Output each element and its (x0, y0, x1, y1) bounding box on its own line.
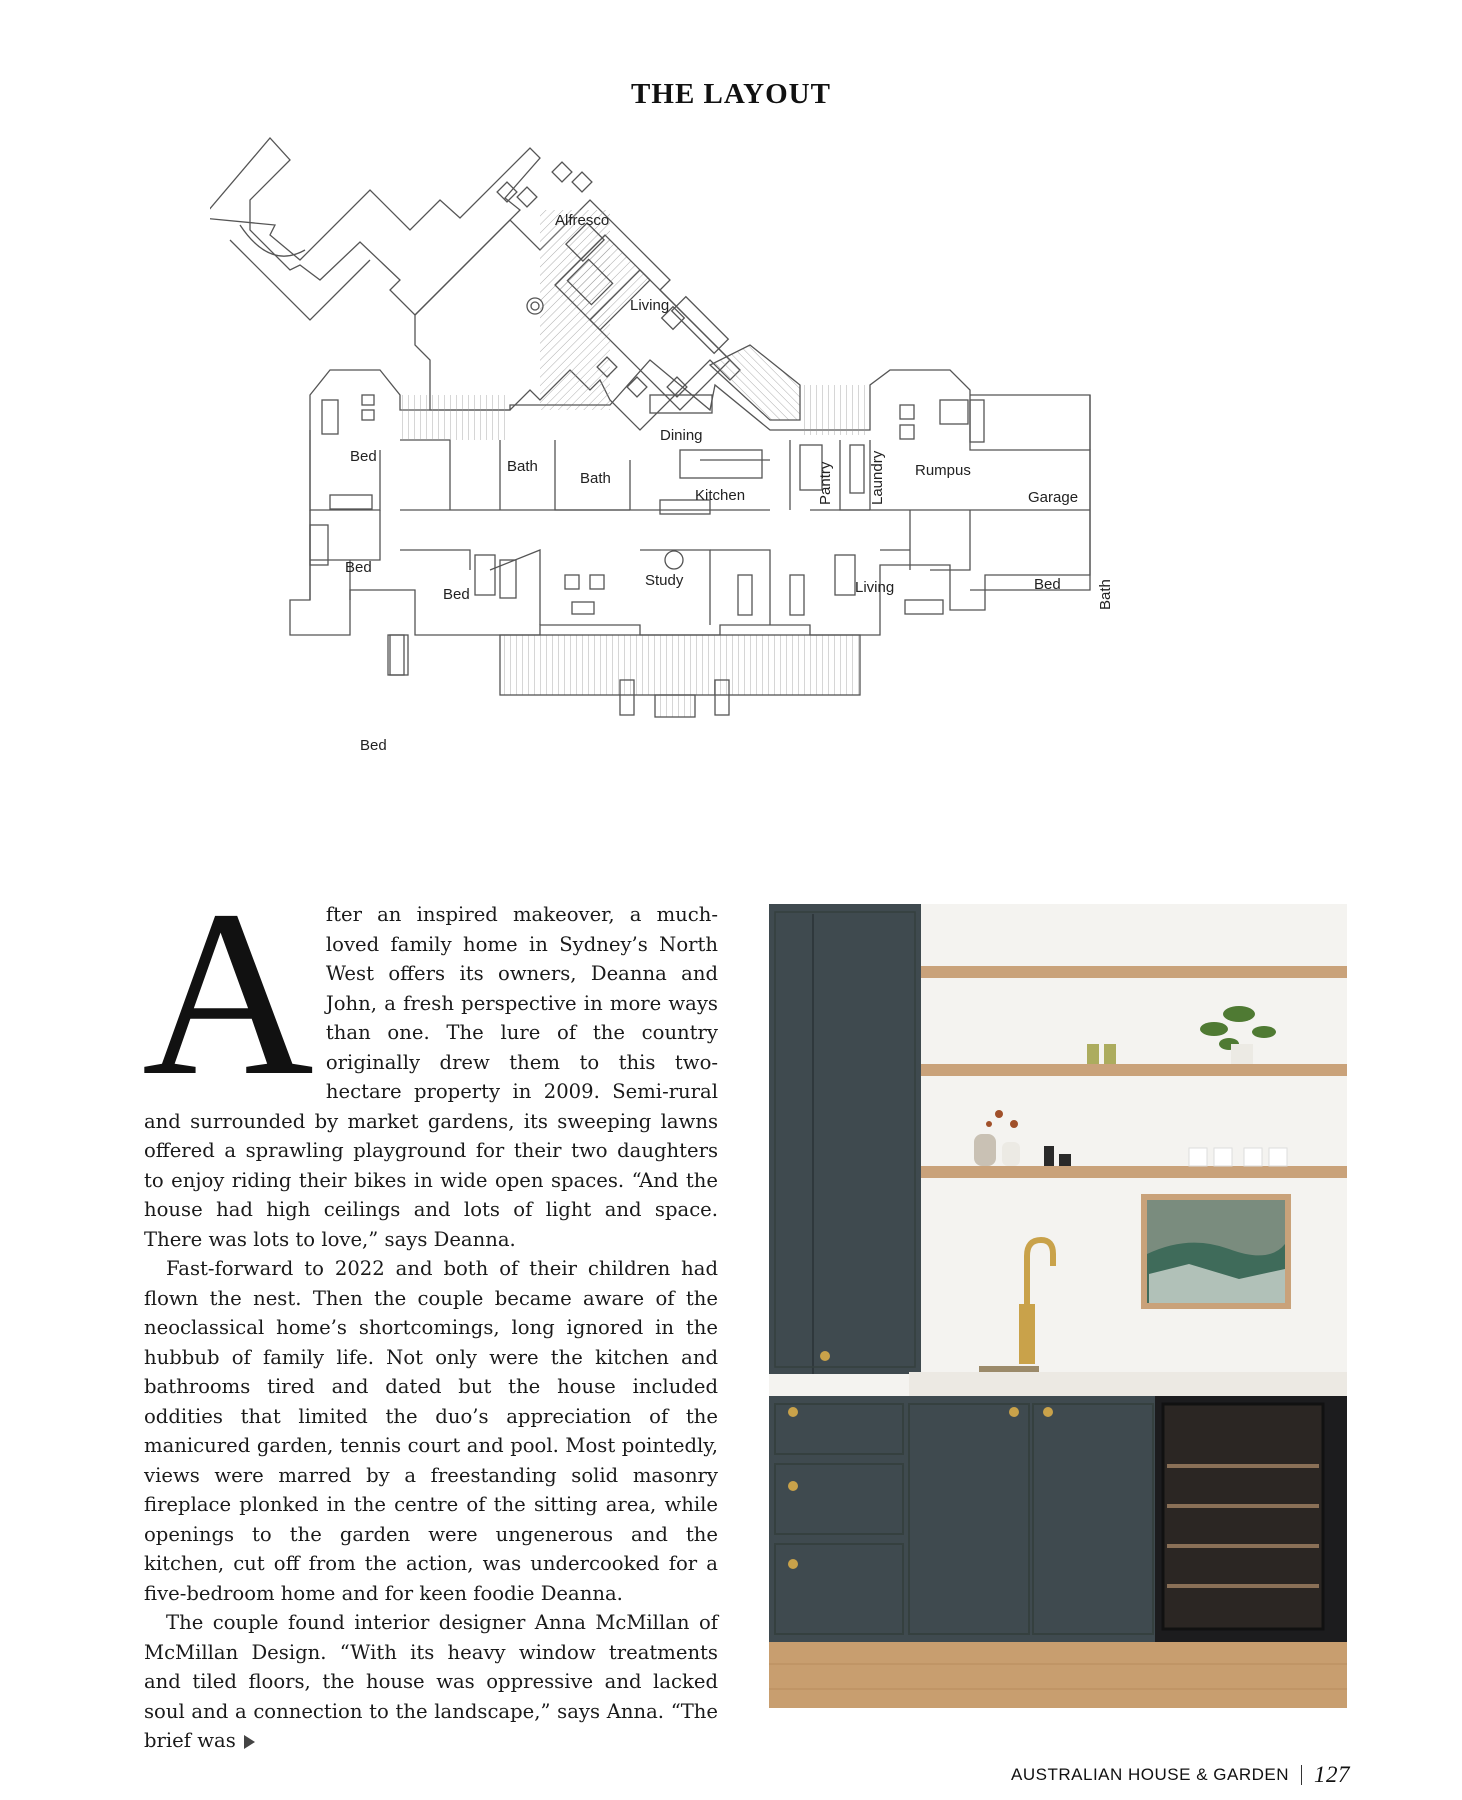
room-label-living-top: Living (630, 297, 670, 314)
room-label-laundry: Laundry (869, 450, 886, 505)
room-label-bed-3: Bed (443, 586, 470, 603)
room-label-bed-1: Bed (350, 448, 377, 465)
paragraph-1-text: fter an inspired makeover, a much-loved family home in Sydney’s North West offers its owners, Deanna and John, a fresh perspective in more ways than one. The lure of the country originally drew them to this two-hectare property in 2009. Semi-rural and surrounded by market gardens, its sweeping lawns offered a sprawling playground for their two daughters to enjoy riding their bikes in wide open spaces. “And the house had high ceilings and lots of light and space. There was lots to love,” says Deanna. (144, 903, 718, 1251)
article-body (142, 862, 718, 1752)
room-label-bath-2: Bath (580, 470, 611, 487)
room-label-bed-2: Bed (345, 559, 372, 576)
room-label-bath-3: Bath (1097, 579, 1114, 610)
section-heading: THE LAYOUT (631, 78, 831, 110)
room-label-bed-5: Bed (360, 737, 387, 754)
article-paragraph-2: Fast-forward to 2022 and both of their children had flown the nest. Then the couple became aware of the neoclassical home’s shortcomings, long ignored in the hubbub of family life. Not only were the kitchen and bathrooms tired and dated but the house included oddities that limited the duo’s appreciation of the manicured garden, tennis court and pool. Most pointedly, views were marred by a freestanding solid masonry fireplace plonked in the centre of the sitting area, while openings to the garden were ungenerous and the kitchen, cut off from the action, was undercooked for a five-bedroom home and for keen foodie Deanna. (144, 1257, 718, 1605)
room-label-bath-1: Bath (507, 458, 538, 475)
room-label-pantry: Pantry (817, 461, 834, 505)
room-label-living-bottom: Living (855, 579, 895, 596)
room-label-alfresco: Alfresco (555, 212, 610, 229)
room-label-rumpus: Rumpus (915, 462, 971, 479)
room-label-dining: Dining (660, 427, 703, 444)
footer-divider (1301, 1765, 1302, 1785)
paragraph-3-text: The couple found interior designer Anna McMillan of McMillan Design. “With its heavy window treatments and tiled floors, the house was oppressive and lacked soul and a connection to the landscape,” says Anna. “The brief was (144, 1611, 718, 1752)
article-paragraph-1 (142, 862, 718, 1254)
floor-plan (210, 130, 1270, 860)
article-paragraph-3 (144, 1608, 718, 1756)
pool-outline (210, 138, 540, 315)
room-label-garage: Garage (1028, 489, 1079, 506)
room-label-bed-4: Bed (1034, 576, 1061, 593)
page-footer (1011, 1762, 1350, 1788)
drop-cap: A (142, 862, 314, 1125)
publication-name: AUSTRALIAN HOUSE & GARDEN (1011, 1765, 1289, 1784)
kitchen-photo (769, 904, 1347, 1708)
page-number: 127 (1314, 1762, 1350, 1787)
room-label-study: Study (645, 572, 684, 589)
room-label-kitchen: Kitchen (695, 487, 746, 504)
triangle-right-icon (244, 1735, 255, 1749)
